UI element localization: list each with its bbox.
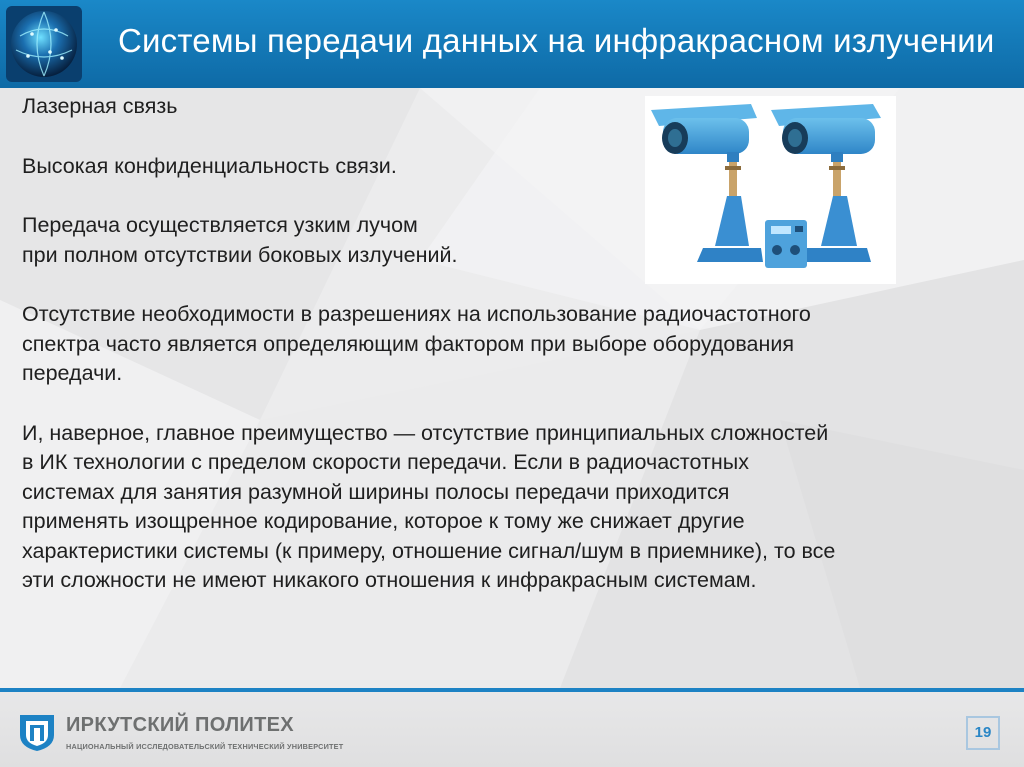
university-shield-icon [18,713,56,753]
text-line: характеристики системы (к примеру, отношение сигнал/шум в приемнике), то все [22,538,836,563]
text-line: при полном отсутствии боковых излучений. [22,242,458,267]
text-line: передачи. [22,361,123,385]
text-line: эти сложности не имеют никакого отношения к инфракрасным системам. [22,568,757,592]
laser-transceiver-pair-image [645,96,896,284]
control-unit [765,220,807,268]
text-line: Высокая конфиденциальность связи. [22,153,397,178]
text-line: спектра часто является определяющим фактором при выборе оборудования [22,331,795,356]
paragraph-5 [22,419,1002,596]
organization-name: ИРКУТСКИЙ ПОЛИТЕХ [66,714,294,736]
footer-divider [0,688,1024,692]
page-number: 19 [966,716,1000,750]
slide-title: Системы передачи данных на инфракрасном излучении [118,22,995,59]
globe-network-icon [6,6,82,82]
laser-transceiver-illustration [645,96,896,284]
text-line: И, наверное, главное преимущество — отсутствие принципиальных сложностей [22,420,829,445]
organization-subtitle: НАЦИОНАЛЬНЫЙ ИССЛЕДОВАТЕЛЬСКИЙ ТЕХНИЧЕСКИЙ УНИВЕРСИТЕТ [66,742,344,751]
left-transceiver [651,104,763,262]
text-line: Лазерная связь [22,94,178,118]
paragraph-4 [22,300,1002,389]
text-line: системах для занятия разумной ширины полосы передачи приходится [22,479,730,504]
text-line: в ИК технологии с пределом скорости передачи. Если в радиочастотных [22,450,749,474]
text-line: Передача осуществляется узким лучом [22,213,418,237]
text-line: применять изощренное кодирование, которое к тому же снижает другие [22,509,745,533]
text-line: Отсутствие необходимости в разрешениях на использование радиочастотного [22,302,811,326]
title-bar [0,0,1024,88]
